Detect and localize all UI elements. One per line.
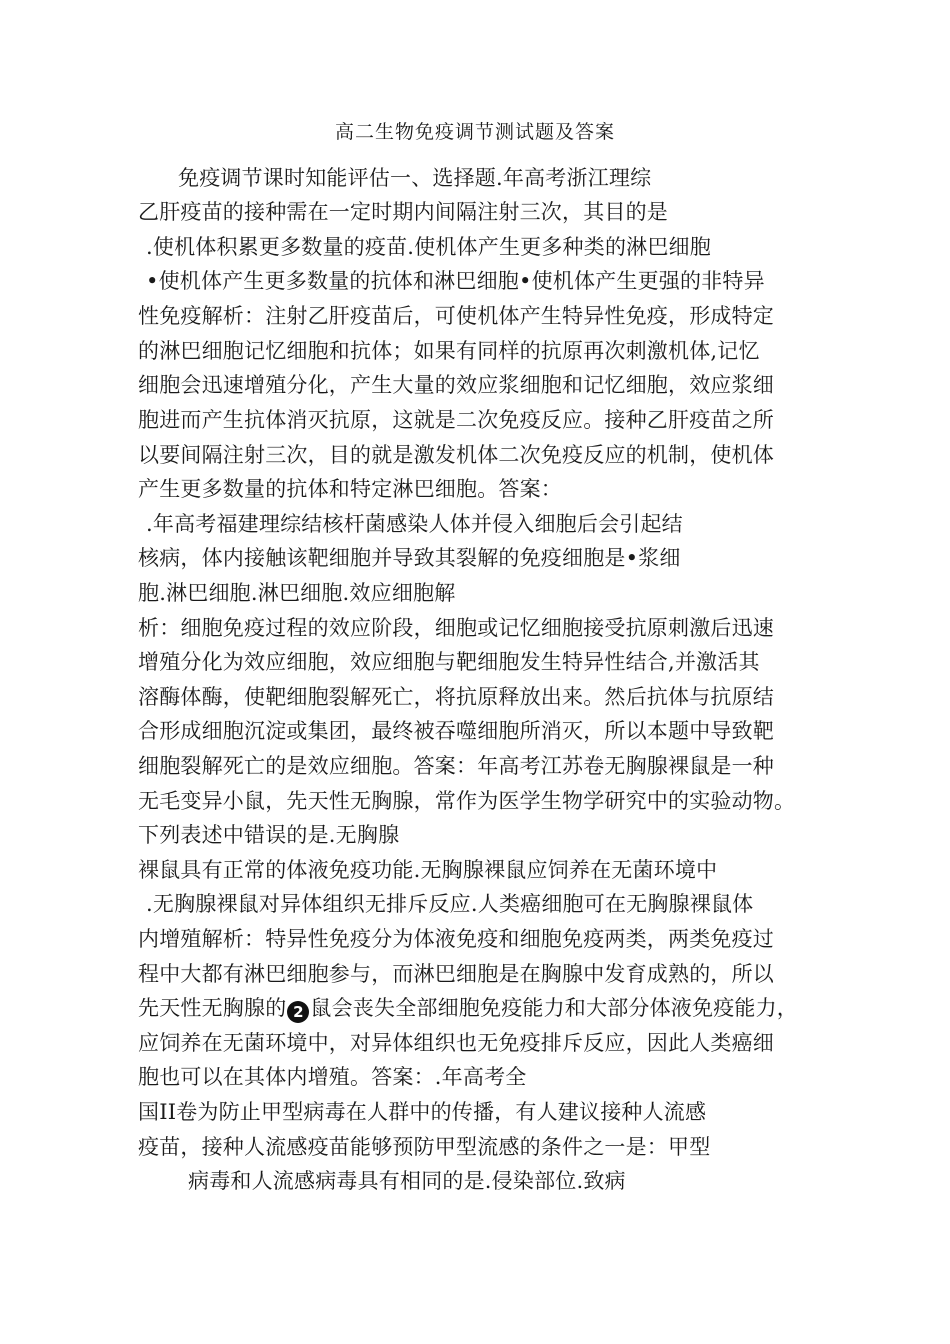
- text-segment: 鼠会丧失全部细胞免疫能力和大部分体液免疫能力，: [310, 996, 799, 1020]
- text-line: 免疫调节课时知能评估一、选择题.年高考浙江理综: [178, 166, 652, 190]
- text-line: 核病，体内接触该靶细胞并导致其裂解的免疫细胞是•浆细: [138, 546, 681, 570]
- text-line: 胞.淋巴细胞.淋巴细胞.效应细胞解: [138, 581, 456, 605]
- text-line: 增殖分化为效应细胞，效应细胞与靶细胞发生特异性结合,并激活其: [138, 650, 760, 674]
- text-line: 产生更多数量的抗体和特定淋巴细胞。答案：: [138, 477, 562, 501]
- text-line: 无毛变异小鼠，先天性无胸腺，常作为医学生物学研究中的实验动物。: [138, 789, 796, 813]
- document-title: 高二生物免疫调节测试题及答案: [334, 121, 615, 143]
- text-line: 乙肝疫苗的接种需在一定时期内间隔注射三次，其目的是: [138, 200, 668, 224]
- text-line: .无胸腺裸鼠对异体组织无排斥反应.人类癌细胞可在无胸腺裸鼠体: [146, 892, 754, 916]
- text-line: 应饲养在无菌环境中，对异体组织也无免疫排斥反应，因此人类癌细: [138, 1031, 774, 1055]
- text-line: 裸鼠具有正常的体液免疫功能.无胸腺裸鼠应饲养在无菌环境中: [138, 858, 718, 882]
- text-line: 病毒和人流感病毒具有相同的是.侵染部位.致病: [188, 1169, 626, 1193]
- text-line: 细胞裂解死亡的是效应细胞。答案：年高考江苏卷无胸腺裸鼠是一种: [138, 754, 774, 778]
- text-line: 性免疫解析：注射乙肝疫苗后，可使机体产生特异性免疫，形成特定: [138, 304, 774, 328]
- text-line: 下列表述中错误的是.无胸腺: [138, 823, 400, 847]
- text-line: 溶酶体酶，使靶细胞裂解死亡，将抗原释放出来。然后抗体与抗原结: [138, 685, 774, 709]
- text-line: 胞进而产生抗体消灭抗原，这就是二次免疫反应。接种乙肝疫苗之所: [138, 408, 774, 432]
- text-line: 以要间隔注射三次，目的就是激发机体二次免疫反应的机制，使机体: [138, 443, 774, 467]
- text-line: 程中大都有淋巴细胞参与，而淋巴细胞是在胸腺中发育成熟的，所以: [138, 962, 774, 986]
- circled-number-icon: 2: [287, 1001, 309, 1023]
- text-line: 合形成细胞沉淀或集团，最终被吞噬细胞所消灭，所以本题中导致靶: [138, 719, 774, 743]
- text-line: 国II卷为防止甲型病毒在人群中的传播，有人建议接种人流感: [138, 1100, 707, 1124]
- text-line: 疫苗，接种人流感疫苗能够预防甲型流感的条件之一是：甲型: [138, 1135, 711, 1159]
- text-line: 析：细胞免疫过程的效应阶段，细胞或记忆细胞接受抗原刺激后迅速: [138, 616, 774, 640]
- text-line: .使机体积累更多数量的疫苗.使机体产生更多种类的淋巴细胞: [146, 235, 711, 259]
- text-line: 细胞会迅速增殖分化，产生大量的效应浆细胞和记忆细胞，效应浆细: [138, 373, 774, 397]
- text-line: .年高考福建理综结核杆菌感染人体并侵入细胞后会引起结: [146, 512, 683, 536]
- text-line-with-marker: [138, 993, 798, 1023]
- text-segment: 先天性无胸腺的: [138, 996, 287, 1020]
- text-line: 胞也可以在其体内增殖。答案：.年高考全: [138, 1065, 527, 1089]
- text-line: 内增殖解析：特异性免疫分为体液免疫和细胞免疫两类，两类免疫过: [138, 927, 774, 951]
- text-line: •使机体产生更多数量的抗体和淋巴细胞•使机体产生更强的非特异: [146, 269, 765, 293]
- text-line: 的淋巴细胞记忆细胞和抗体；如果有同样的抗原再次刺激机体,记忆: [138, 339, 760, 363]
